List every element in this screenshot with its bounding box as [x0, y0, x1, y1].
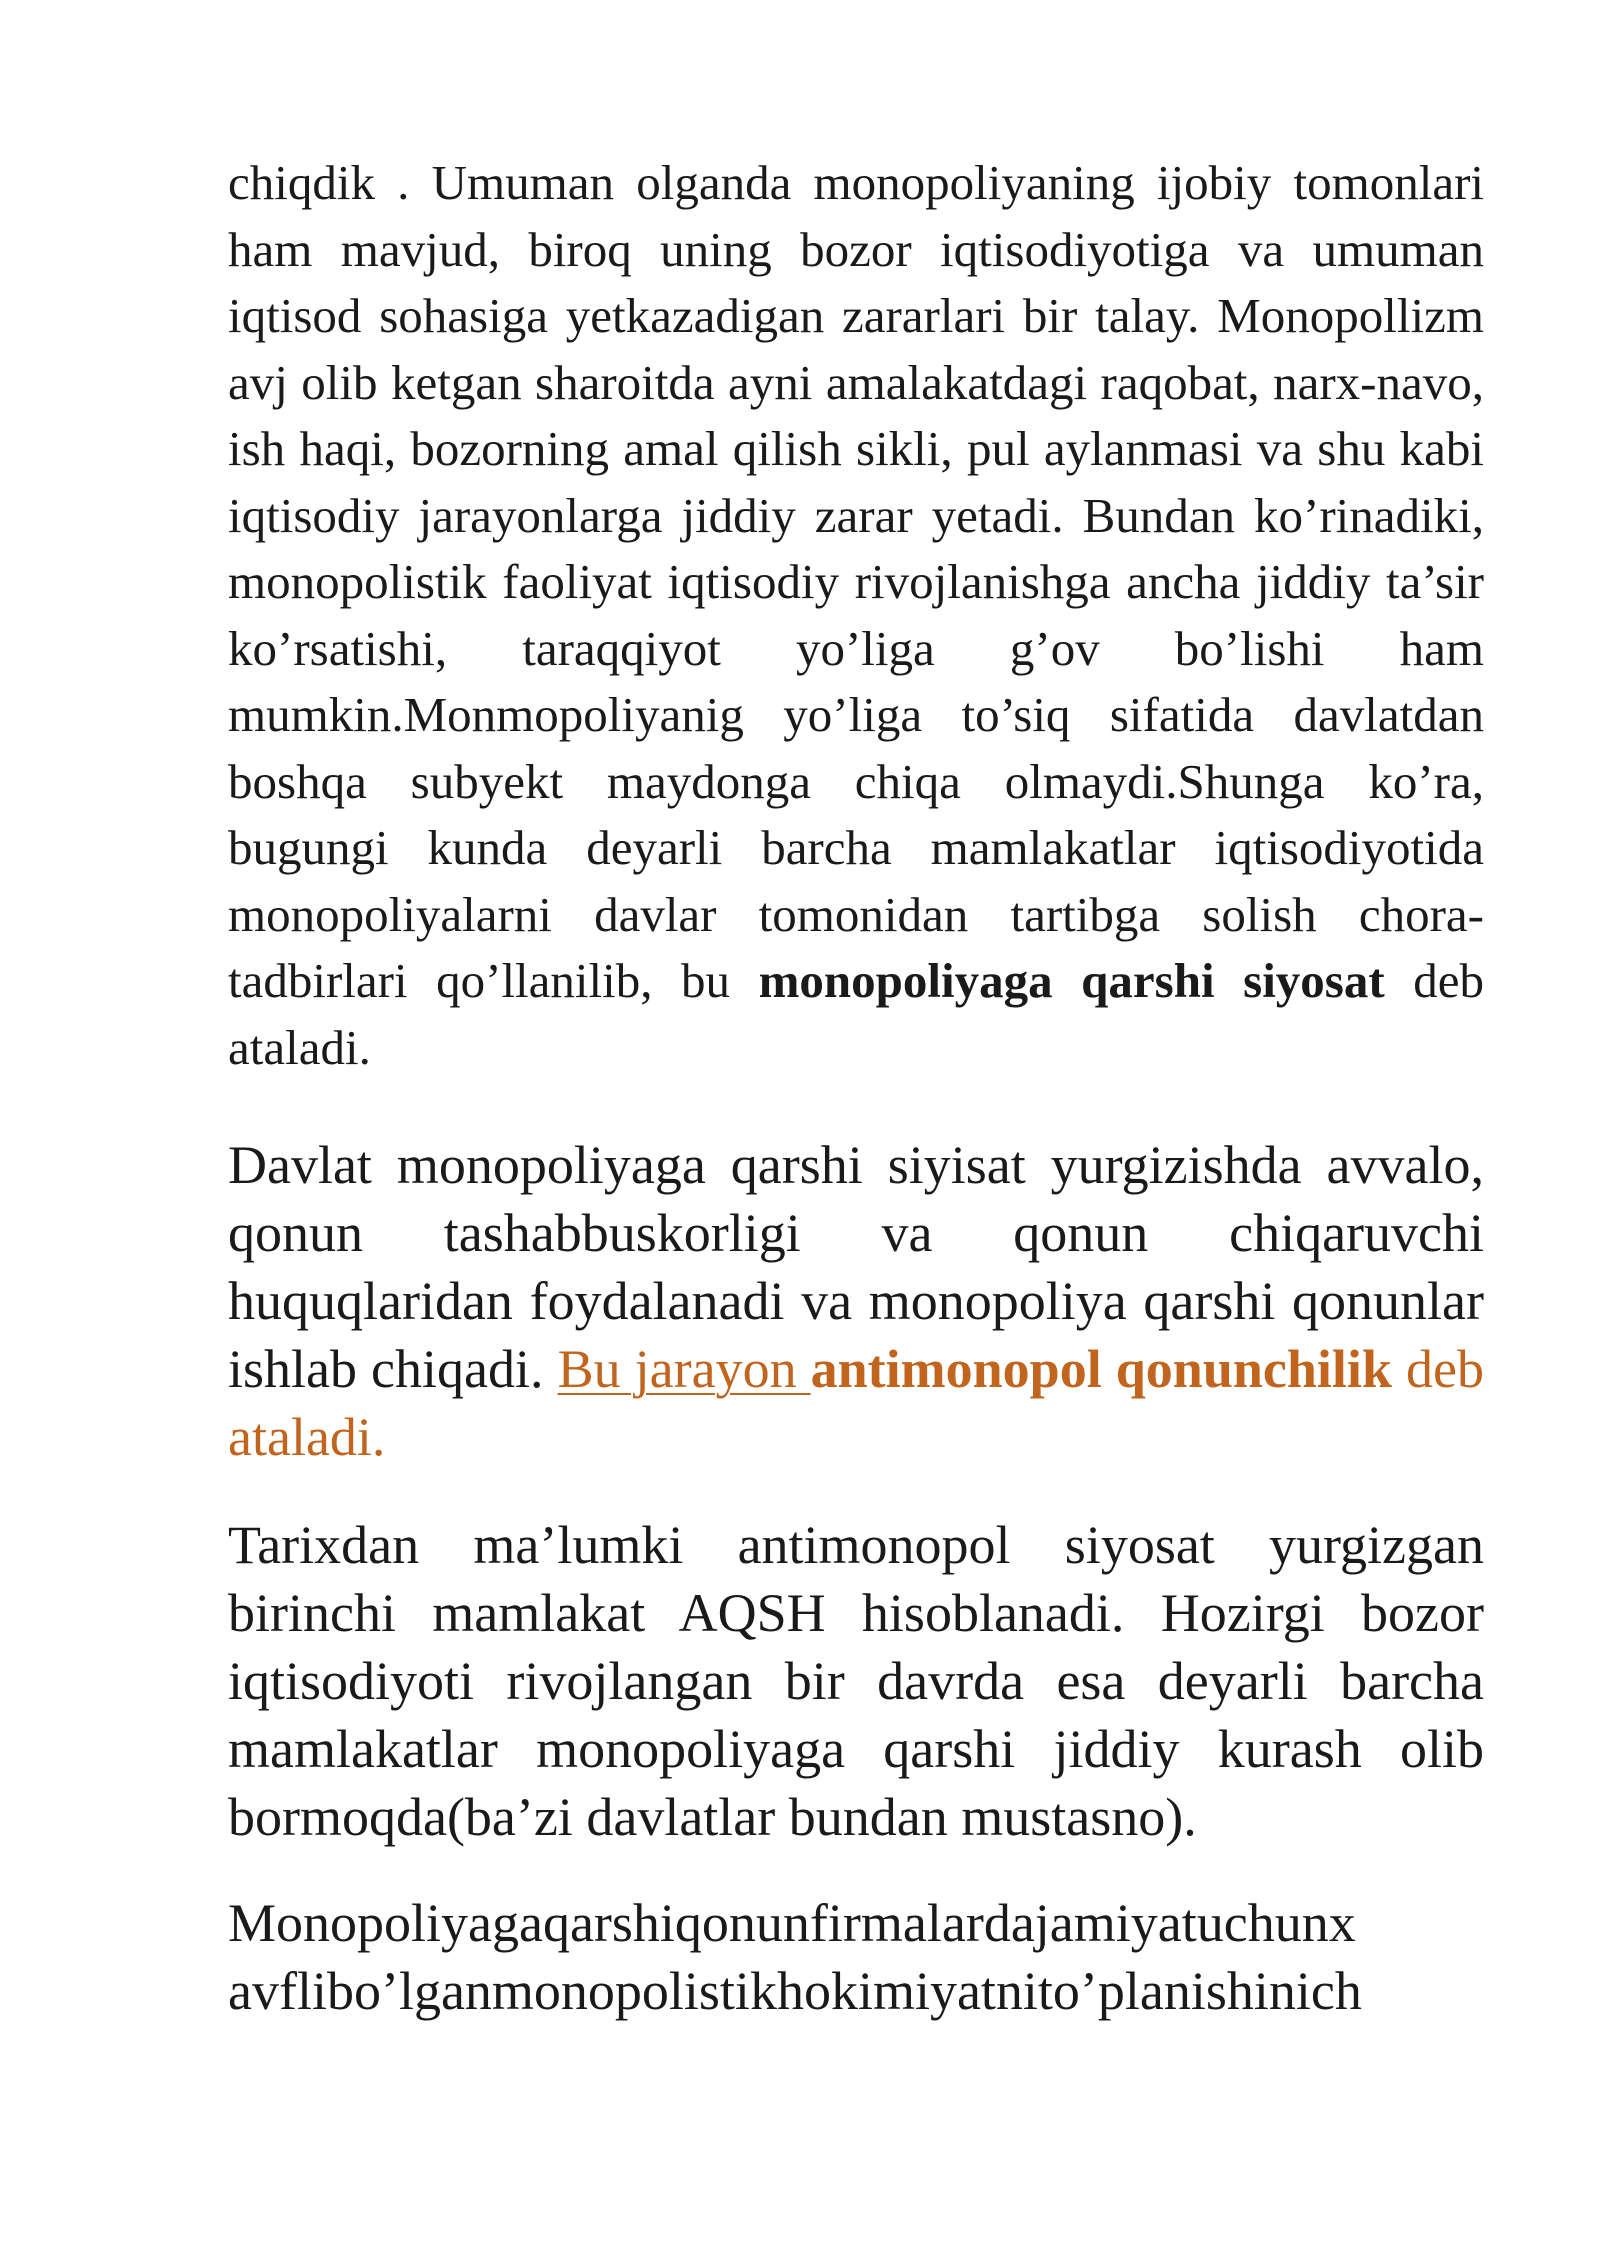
- paragraph1-bold-term: monopoliyaga qarshi siyosat: [758, 953, 1385, 1008]
- paragraph4-line1: Monopoliyagaqarshiqonunfirmalardajamiyatuchunx: [228, 1893, 1356, 1953]
- paragraph1-text-b: deb ataladi.: [228, 953, 1484, 1075]
- paragraph-antimonopoly-purpose: [228, 1889, 1484, 2025]
- paragraph2-text-b: deb ataladi.: [228, 1339, 1484, 1467]
- paragraph-history: Tarixdan ma’lumki antimonopol siyosat yurgizgan birinchi mamlakat AQSH hisoblanadi. Hozirgi bozor iqtisodiyoti rivojlangan bir davrda esa deyarli barcha mamlakatlar monopoliyaga qarshi jiddiy kurash olib bormoqda(ba’zi davlatlar bundan mustasno).: [228, 1515, 1484, 1847]
- paragraph2-text-a: Davlat monopoliyaga qarshi siyisat yurgizishda avvalo, qonun tashabbuskorligi va qonun chiqaruvchi huquqlaridan foydalanadi va monopoliya qarshi qonunlar ishlab chiqadi.: [228, 1135, 1484, 1399]
- paragraph4-line2: avflibo’lganmonopolistikhokimiyatnito’planishinich: [228, 1961, 1362, 2021]
- paragraph1-text-a: chiqdik . Umuman olganda monopoliyaning ijobiy tomonlari ham mavjud, biroq uning bozor iqtisodiyotiga va umuman iqtisod sohasiga yetkazadigan zararlari bir talay. Monopollizm avj olib ketgan sharoitda ayni amalakatdagi raqobat, narx-navo, ish haqi, bozorning amal qilish sikli, pul aylanmasi va shu kabi iqtisodiy jarayonlarga jiddiy zarar yetadi. Bundan ko’rinadiki, monopolistik faoliyat iqtisodiy rivojlanishga ancha jiddiy ta’sir ko’rsatishi, taraqqiyot yo’liga g’ov bo’lishi ham mumkin.Monmopoliyanig yo’liga to’siq sifatida davlatdan boshqa subyekt maydonga chiqa olmaydi.Shunga ko’ra, bugungi kunda deyarli barcha mamlakatlar iqtisodiyotida monopoliyalarni davlar tomonidan tartibga solish chora-tadbirlari qo’llanilib, bu: [228, 155, 1484, 1008]
- paragraph-monopoly-effects: [228, 150, 1484, 1081]
- document-page: [228, 150, 1484, 2025]
- paragraph2-bold-term: antimonopol qonunchilik: [810, 1339, 1392, 1399]
- paragraph2-link[interactable]: Bu jarayon: [557, 1339, 811, 1399]
- paragraph-antimonopoly-law: [228, 1131, 1484, 1471]
